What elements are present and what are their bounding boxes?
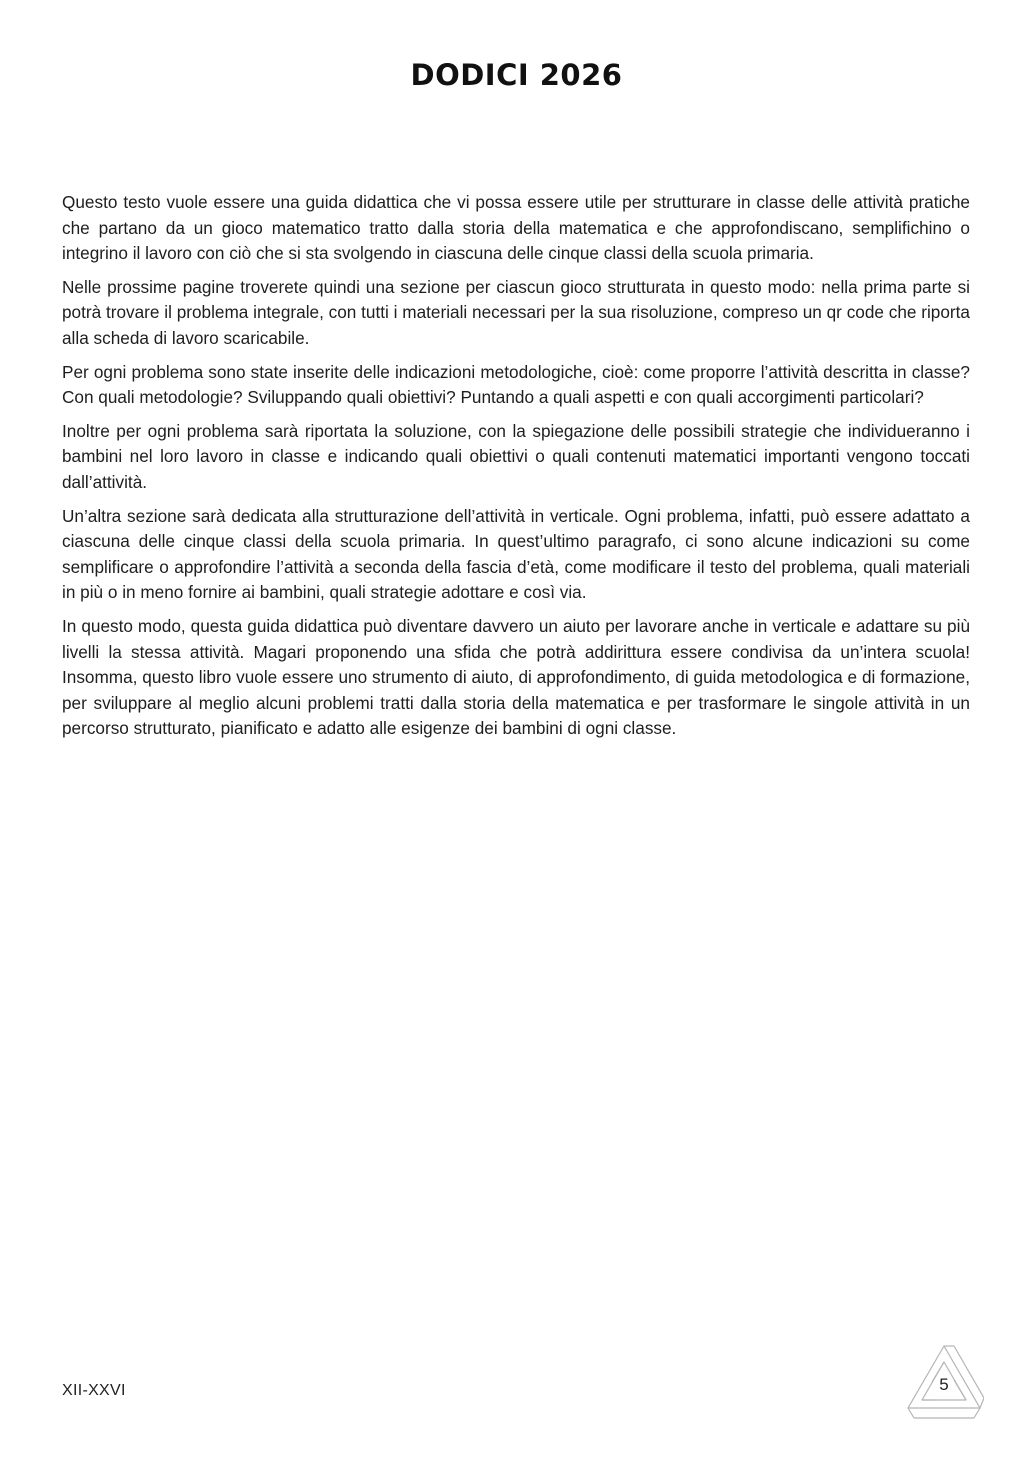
paragraph: Inoltre per ogni problema sarà riportata la soluzione, con la spiegazione delle possibili strategie che individueranno i bambini nel loro lavoro in classe e indicando quali obiettivi o quali contenuti matematici importanti vengono toccati dall’attività.: [62, 420, 970, 492]
body-text: [62, 190, 970, 750]
paragraph: Un’altra sezione sarà dedicata alla strutturazione dell’attività in verticale. Ogni problema, infatti, può essere adattato a ciascuna delle cinque classi della scuola primaria. In quest’ultimo paragrafo, ci sono alcune indicazioni su come semplificare o approfondire l’attività a seconda della fascia d’età, come modificare il testo del problema, quali materiali in più o in meno fornire ai bambini, quali strategie adottare e così via.: [62, 505, 970, 603]
page-number: 5: [939, 1375, 949, 1394]
paragraph: In questo modo, questa guida didattica può diventare davvero un aiuto per lavorare anche in verticale e adattare su più livelli la stessa attività. Magari proponendo una sfida che potrà addirittura essere condivisa da un’intera scuola! Insomma, questo libro vuole essere uno strumento di aiuto, di approfondimento, di guida metodologica e di formazione, per sviluppare al meglio alcuni problemi tratti dalla storia della matematica e per trasformare le singole attività in un percorso strutturato, pianificato e adatto alle esigenze dei bambini di ogni classe.: [62, 615, 970, 739]
paragraph: Questo testo vuole essere una guida didattica che vi possa essere utile per strutturare in classe delle attività pratiche che partano da un gioco matematico tratto dalla storia della matematica e che approfondiscano, semplifichino o integrino il lavoro con ciò che si sta svolgendo in ciascuna delle cinque classi della scuola primaria.: [62, 192, 970, 264]
page-title: DODICI 2026: [410, 58, 623, 92]
paragraph: Per ogni problema sono state inserite delle indicazioni metodologiche, cioè: come proporre l’attività descritta in classe? Con quali metodologie? Sviluppando quali obiettivi? Puntando a quali aspetti e con quali accorgimenti particolari?: [62, 361, 970, 408]
paragraph: Nelle prossime pagine troverete quindi una sezione per ciascun gioco strutturata in questo modo: nella prima parte si potrà trovare il problema integrale, con tutti i materiali necessari per la sua risoluzione, compreso un qr code che riporta alla scheda di lavoro scaricabile.: [62, 276, 970, 348]
series-label: XII-XXVI: [62, 1382, 126, 1399]
